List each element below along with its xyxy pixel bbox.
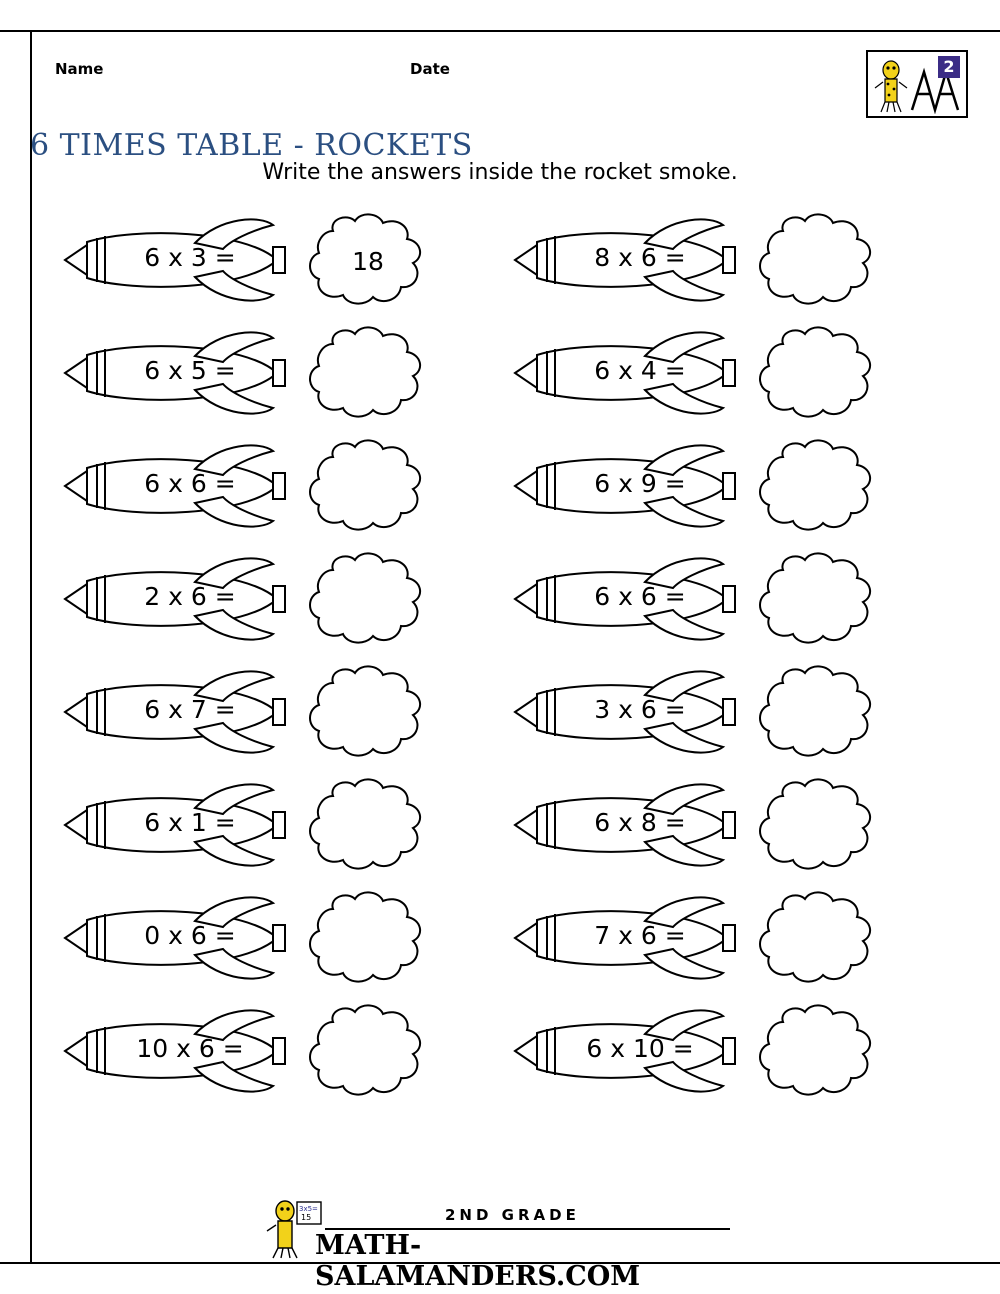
equation-text: 6 x 10 = <box>586 1034 694 1063</box>
date-field-label: Date <box>410 60 450 78</box>
problem-row <box>495 431 935 544</box>
problem-row <box>495 205 935 318</box>
grade-badge: 2 <box>938 56 960 78</box>
svg-text:15: 15 <box>301 1213 312 1222</box>
grade-label: 2ND GRADE <box>445 1206 580 1224</box>
equation-text: 6 x 6 = <box>144 469 236 498</box>
page-title: 6 TIMES TABLE - ROCKETS <box>30 128 473 164</box>
problem-row <box>495 318 935 431</box>
problem-row <box>495 996 935 1109</box>
name-field-label: Name <box>55 60 104 78</box>
equation-text: 6 x 1 = <box>144 808 236 837</box>
answer-value[interactable] <box>753 776 883 876</box>
answer-value[interactable] <box>303 550 433 650</box>
problem-row <box>45 657 485 770</box>
page-border-top <box>0 30 1000 32</box>
equation-text: 6 x 7 = <box>144 695 236 724</box>
equation-text: 7 x 6 = <box>594 921 686 950</box>
problem-row <box>45 544 485 657</box>
problems-column-right <box>495 205 935 1109</box>
answer-value[interactable] <box>303 663 433 763</box>
answer-value[interactable] <box>303 776 433 876</box>
equation-text: 0 x 6 = <box>144 921 236 950</box>
problem-row <box>45 431 485 544</box>
page-border-left <box>30 30 32 1264</box>
answer-value[interactable] <box>753 889 883 989</box>
problem-row <box>495 544 935 657</box>
answer-value[interactable] <box>753 437 883 537</box>
equation-text: 6 x 6 = <box>594 582 686 611</box>
problem-row <box>45 996 485 1109</box>
equation-text: 6 x 9 = <box>594 469 686 498</box>
problem-row <box>495 883 935 996</box>
site-url: MATH-SALAMANDERS.COM <box>315 1230 641 1292</box>
equation-text: 2 x 6 = <box>144 582 236 611</box>
answer-value[interactable] <box>753 550 883 650</box>
svg-text:3x5=: 3x5= <box>299 1205 318 1213</box>
equation-text: 6 x 5 = <box>144 356 236 385</box>
answer-value[interactable] <box>303 437 433 537</box>
problem-row <box>495 770 935 883</box>
problem-row <box>45 205 485 318</box>
answer-value[interactable] <box>753 1002 883 1102</box>
problem-row <box>495 657 935 770</box>
problems-column-left <box>45 205 485 1109</box>
answer-value[interactable] <box>303 889 433 989</box>
answer-value[interactable] <box>753 663 883 763</box>
equation-text: 6 x 3 = <box>144 243 236 272</box>
answer-value[interactable] <box>303 324 433 424</box>
answer-value[interactable] <box>753 211 883 311</box>
problem-row <box>45 318 485 431</box>
answer-value[interactable] <box>753 324 883 424</box>
equation-text: 6 x 8 = <box>594 808 686 837</box>
equation-text: 10 x 6 = <box>136 1034 244 1063</box>
problem-row <box>45 770 485 883</box>
equation-text: 8 x 6 = <box>594 243 686 272</box>
math-salamanders-logo <box>866 50 968 118</box>
page-footer <box>0 1190 1000 1292</box>
answer-value[interactable] <box>303 1002 433 1102</box>
equation-text: 3 x 6 = <box>594 695 686 724</box>
salamander-icon <box>872 58 910 114</box>
answer-value[interactable]: 18 <box>352 246 384 276</box>
equation-text: 6 x 4 = <box>594 356 686 385</box>
instructions-text: Write the answers inside the rocket smoke. <box>262 160 738 185</box>
problem-row <box>45 883 485 996</box>
